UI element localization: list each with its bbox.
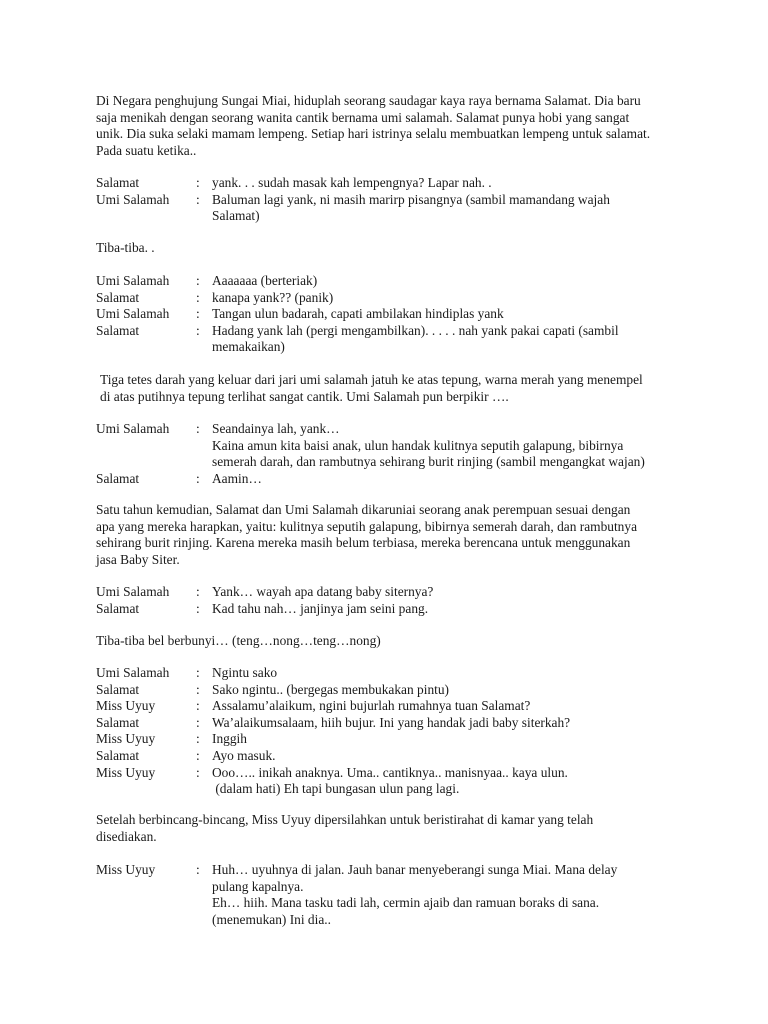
dialog-text: (dalam hati) Eh tapi bungasan ulun pang lagi. [212, 781, 460, 797]
dialog-block [96, 665, 696, 798]
dialog-line [96, 748, 696, 765]
dialog-block [96, 273, 696, 356]
dialog-line [96, 323, 696, 340]
intro-paragraph [96, 93, 678, 159]
text-line: Tiba-tiba bel berbunyi… (teng…nong…teng…nong) [96, 633, 381, 648]
narration [96, 240, 678, 257]
narration-paragraph [96, 812, 678, 845]
dialog-line [96, 781, 696, 798]
colon: : [196, 470, 200, 486]
dialog-text: Seandainya lah, yank… [212, 421, 340, 436]
speaker-name: Salamat [96, 681, 140, 697]
dialog-text: (menemukan) Ini dia.. [212, 911, 331, 927]
narration-paragraph [100, 372, 682, 405]
speaker-name: Salamat [96, 714, 140, 730]
dialog-text: Yank… wayah apa datang baby siternya? [212, 584, 434, 599]
text-line: Setelah berbincang-bincang, Miss Uyuy dipersilahkan untuk beristirahat di kamar yang telah [96, 812, 594, 827]
dialog-text: Kaina amun kita baisi anak, ulun handak kulitnya seputih galapung, bibirnya [212, 437, 624, 453]
narration [96, 633, 678, 650]
colon: : [196, 191, 200, 207]
text-line: Satu tahun kemudian, Salamat dan Umi Salamah dikaruniai seorang anak perempuan sesuai dengan [96, 502, 631, 517]
speaker-name: Salamat [96, 470, 140, 486]
colon: : [196, 665, 200, 680]
dialog-text: Aaaaaaa (berteriak) [212, 273, 318, 288]
narration-paragraph [96, 502, 678, 568]
dialog-text: kanapa yank?? (panik) [212, 289, 334, 305]
dialog-line [96, 273, 696, 290]
speaker-name: Miss Uyuy [96, 764, 156, 780]
dialog-text: Eh… hiih. Mana tasku tadi lah, cermin ajaib dan ramuan boraks di sana. [212, 895, 600, 911]
dialog-line [96, 438, 696, 455]
dialog-line [96, 682, 696, 699]
dialog-line [96, 879, 696, 896]
dialog-line [96, 306, 696, 323]
speaker-name: Umi Salamah [96, 421, 170, 436]
colon: : [196, 681, 200, 697]
dialog-block [96, 175, 696, 225]
speaker-name: Umi Salamah [96, 584, 170, 599]
dialog-line [96, 715, 696, 732]
dialog-line [96, 601, 696, 618]
speaker-name: Salamat [96, 175, 140, 190]
speaker-name: Umi Salamah [96, 191, 170, 207]
colon: : [196, 322, 200, 338]
text-line: Tiba-tiba. . [96, 240, 155, 255]
dialog-line [96, 192, 696, 209]
dialog-line [96, 421, 696, 438]
dialog-text: yank. . . sudah masak kah lempengnya? Lapar nah. . [212, 175, 492, 190]
colon: : [196, 747, 200, 763]
text-line: di atas putihnya tepung terlihat sangat cantik. Umi Salamah pun berpikir …. [100, 388, 509, 404]
dialog-text: Ngintu sako [212, 665, 278, 680]
text-line: unik. Dia suka selaki mamam lempeng. Setiap hari istrinya selalu membuatkan lempeng untuk salamat. [96, 126, 651, 142]
dialog-line [96, 698, 696, 715]
dialog-line [96, 895, 696, 912]
dialog-line [96, 862, 696, 879]
dialog-block [96, 862, 696, 928]
dialog-text: Ayo masuk. [212, 747, 276, 763]
speaker-name: Umi Salamah [96, 273, 170, 288]
dialog-text: Salamat) [212, 208, 260, 224]
dialog-line [96, 208, 696, 225]
text-line: saja menikah dengan seorang wanita cantik bernama umi salamah. Salamat punya hobi yang sangat [96, 109, 630, 125]
dialog-line [96, 584, 696, 601]
colon: : [196, 289, 200, 305]
dialog-line [96, 290, 696, 307]
speaker-name: Miss Uyuy [96, 862, 156, 877]
speaker-name: Umi Salamah [96, 306, 170, 322]
dialog-text: Sako ngintu.. (bergegas membukakan pintu) [212, 681, 450, 697]
colon: : [196, 698, 200, 714]
dialog-line [96, 765, 696, 782]
speaker-name: Umi Salamah [96, 665, 170, 680]
text-line: Di Negara penghujung Sungai Miai, hiduplah seorang saudagar kaya raya bernama Salamat. Dia baru [96, 93, 641, 108]
dialog-text: semerah darah, dan rambutnya sehirang burit rinjing (sambil mengangkat wajan) [212, 454, 645, 470]
text-line: Pada suatu ketika.. [96, 142, 197, 158]
text-line: Tiga tetes darah yang keluar dari jari umi salamah jatuh ke atas tepung, warna merah yang menempel [100, 372, 643, 387]
colon: : [196, 714, 200, 730]
dialog-line [96, 912, 696, 929]
dialog-text: Kad tahu nah… janjinya jam seini pang. [212, 600, 429, 616]
colon: : [196, 306, 200, 322]
dialog-line [96, 175, 696, 192]
speaker-name: Salamat [96, 747, 140, 763]
colon: : [196, 862, 200, 877]
speaker-name: Miss Uyuy [96, 731, 156, 747]
dialog-text: Hadang yank lah (pergi mengambilkan). . . . . nah yank pakai capati (sambil [212, 322, 619, 338]
dialog-text: Tangan ulun badarah, capati ambilakan hindiplas yank [212, 306, 504, 322]
colon: : [196, 731, 200, 747]
colon: : [196, 175, 200, 190]
dialog-text: memakaikan) [212, 339, 285, 355]
dialog-text: Inggih [212, 731, 247, 747]
speaker-name: Salamat [96, 289, 140, 305]
text-line: disediakan. [96, 828, 157, 844]
dialog-text: Baluman lagi yank, ni masih marirp pisangnya (sambil mamandang wajah [212, 191, 610, 207]
dialog-line [96, 454, 696, 471]
speaker-name: Miss Uyuy [96, 698, 156, 714]
text-line: apa yang mereka harapkan, yaitu: kulitnya seputih galapung, bibirnya semerah darah, dan rambutnya [96, 518, 638, 534]
dialog-text: Wa’alaikumsalaam, hiih bujur. Ini yang handak jadi baby siterkah? [212, 714, 571, 730]
dialog-line [96, 471, 696, 488]
dialog-text: Assalamu’alaikum, ngini bujurlah rumahnya tuan Salamat? [212, 698, 531, 714]
text-line: sehirang burit rinjing. Karena mereka masih belum terbiasa, mereka berencana untuk menggunakan [96, 535, 631, 551]
text-line: jasa Baby Siter. [96, 551, 180, 567]
colon: : [196, 584, 200, 599]
dialog-text: Aamin… [212, 470, 262, 486]
dialog-text: pulang kapalnya. [212, 878, 304, 894]
speaker-name: Salamat [96, 322, 140, 338]
dialog-line [96, 731, 696, 748]
colon: : [196, 764, 200, 780]
dialog-block [96, 421, 696, 487]
dialog-block [96, 584, 696, 617]
speaker-name: Salamat [96, 600, 140, 616]
colon: : [196, 421, 200, 436]
dialog-line [96, 339, 696, 356]
dialog-text: Ooo….. inikah anaknya. Uma.. cantiknya.. manisnyaa.. kaya ulun. [212, 764, 568, 780]
colon: : [196, 600, 200, 616]
dialog-text: Huh… uyuhnya di jalan. Jauh banar menyeberangi sunga Miai. Mana delay [212, 862, 618, 877]
dialog-line [96, 665, 696, 682]
colon: : [196, 273, 200, 288]
